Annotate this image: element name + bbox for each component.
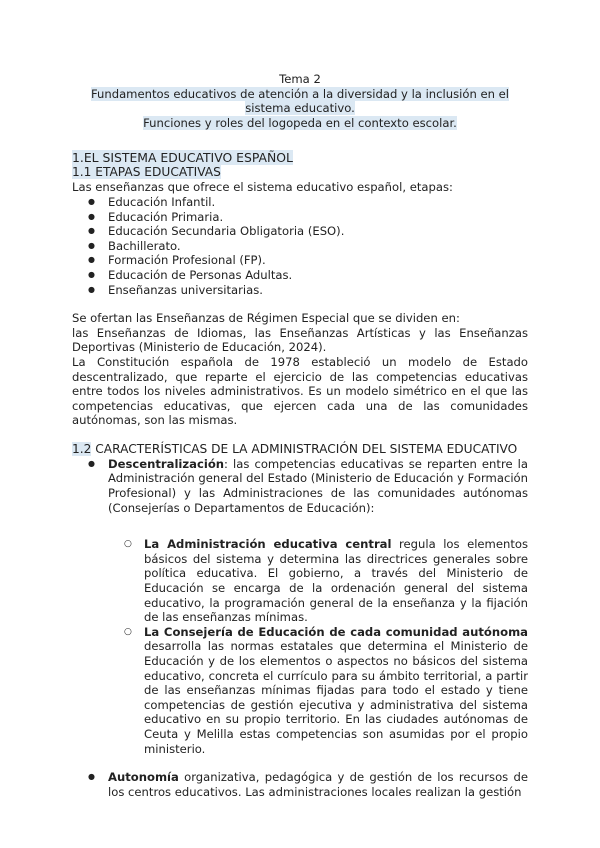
list-item: ● Enseñanzas universitarias. bbox=[108, 283, 528, 298]
list-item: ● Formación Profesional (FP). bbox=[108, 253, 528, 268]
document-header bbox=[72, 72, 528, 130]
title-line-1: Fundamentos educativos de atención a la diversidad y la inclusión en el bbox=[90, 86, 510, 101]
administration-list bbox=[72, 457, 528, 799]
list-item-autonomia: ● Autonomía organizativa, pedagógica y de gestión de los recursos de los centros educativos. Las administraciones locales realizan la gestión bbox=[108, 770, 528, 799]
descentralizacion-term: Descentralización bbox=[108, 456, 225, 471]
list-item: ● Educación de Personas Adultas. bbox=[108, 268, 528, 283]
sublist-item-consejeria: ○ La Consejería de Educación de cada comunidad autónoma desarrolla las normas estatales que determina el Ministerio de Educación y de los elementos o aspectos no básicos del sistema educativo, concreta el currículo para su ámbito territorial, a partir de las enseñanzas mínimas fijadas para todo el estado y tiene competencias de gestión ejecutiva y administrativa del sistema educativo en su propio territorio. En las ciudades autónomas de Ceuta y Melilla estas competencias son asumidas por el propio ministerio. bbox=[144, 625, 528, 756]
section-1-1-heading: 1.1 ETAPAS EDUCATIVAS bbox=[72, 165, 221, 180]
administration-sublist bbox=[108, 537, 528, 756]
section-1-heading: 1.EL SISTEMA EDUCATIVO ESPAÑOL bbox=[72, 150, 293, 166]
stages-intro: Las enseñanzas que ofrece el sistema educativo español, etapas: bbox=[72, 180, 453, 195]
list-item-descentralizacion: ● Descentralización: las competencias educativas se reparten entre la Administración general del Estado (Ministerio de Educación y Formación Profesional) y las Administraciones de las comunidades autónomas (Consejerías o Departamentos de Educación): ○ La Administración educativa central regula los elementos básicos del sistema y determina las directrices generales sobre política educativa. El gobierno, a través del Ministerio de Educación se encarga de la ordenación general del sistema educativo, la programación general de la enseñanza y la fijación de las enseñanzas mínimas. ○ La Consejería de Educación de cada comunidad autónoma desarrolla las normas estatales que determina el Ministerio de Educación y de los elementos o aspectos no básicos del sistema educativo, concreta el currículo para su ámbito territorial, a partir de las enseñanzas mínimas fijadas para todo el estado y tiene competencias de gestión ejecutiva y administrativa del sistema educativo en su propio territorio. En las ciudades autónomas de Ceuta y Melilla estas competencias son asumidas por el propio ministerio. bbox=[108, 457, 528, 770]
list-item: ● Bachillerato. bbox=[108, 239, 528, 254]
autonomia-term: Autonomía bbox=[108, 770, 179, 785]
sublist-item-central: ○ La Administración educativa central regula los elementos básicos del sistema y determina las directrices generales sobre política educativa. El gobierno, a través del Ministerio de Educación se encarga de la ordenación general del sistema educativo, la programación general de la enseñanza y la fijación de las enseñanzas mínimas. bbox=[144, 537, 528, 625]
consejeria-term: La Consejería de Educación de cada comunidad autónoma bbox=[144, 624, 528, 639]
document-body bbox=[72, 72, 528, 799]
constitucion-paragraph: La Constitución española de 1978 estableció un modelo de Estado descentralizado, que reparte el ejercicio de las competencias educativas entre todos los niveles administrativos. Es un modelo simétrico en el que las competencias educativas, que ejercen cada una de las comunidades autónomas, son las mismas. bbox=[72, 354, 528, 428]
especial-paragraph: las Enseñanzas de Idiomas, las Enseñanzas Artísticas y las Enseñanzas Deportivas (Ministerio de Educación, 2024). bbox=[72, 325, 528, 355]
section-1-2-heading: 1.2 CARACTERÍSTICAS DE LA ADMINISTRACIÓN DEL SISTEMA EDUCATIVO bbox=[72, 441, 518, 456]
especial-intro: Se ofertan las Enseñanzas de Régimen Especial que se dividen en: bbox=[72, 311, 460, 326]
list-item: ● Educación Infantil. bbox=[108, 195, 528, 210]
tema-label: Tema 2 bbox=[279, 72, 321, 86]
title-line-2: sistema educativo. bbox=[245, 101, 355, 116]
title-line-3: Funciones y roles del logopeda en el contexto escolar. bbox=[143, 115, 457, 130]
list-item: ● Educación Primaria. bbox=[108, 210, 528, 225]
stages-list bbox=[72, 195, 528, 297]
list-item: ● Educación Secundaria Obligatoria (ESO). bbox=[108, 224, 528, 239]
central-term: La Administración educativa central bbox=[144, 537, 392, 552]
